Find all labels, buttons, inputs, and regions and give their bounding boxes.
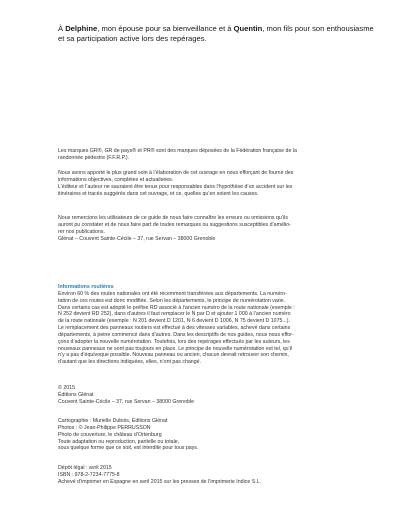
dedication-rest: , mon fils pour son enthousiasme et sa participation active lors des repérages. [58, 24, 374, 44]
printing-notice: Achevé d’imprimer en Espagne en avril 2015 sur les presses de l’imprimerie Indice S.L. [58, 478, 262, 485]
publisher-address: Glénat – Couvent Sainte-Cécile – 37, rue Servan – 38000 Grenoble [58, 235, 216, 242]
liability-notice [58, 170, 376, 197]
road-information-line: nouveaux panneaux ne sont pas toujours en place. Le principe de nouvelle numérotation est tel, qu’il [58, 345, 293, 352]
thanks-notice [58, 215, 376, 242]
road-information-line: tation de ces routes est donc modifiée. Selon les départements, le principe de numérotation varie. [58, 297, 286, 304]
liability-line: Nous avons apporté le plus grand soin à l’élaboration de cet ouvrage en nous efforçant de fournir des [58, 170, 294, 176]
road-information-line: N 252 devient RD 252), dans d’autres il faut remplacer le N par D et ajouter 1 000 à l’ancien numéro [58, 311, 291, 318]
road-information-line: de la route nationale (exemple : N 201 devient D 1201, N 6 devient D 1006, N 75 devient D 1075...). [58, 318, 291, 325]
trademark-line: randonnée pédestre (F.F.R.P.). [58, 154, 130, 161]
road-information-line: Environ 60 % des routes nationales ont été récemment transférées aux départements. La numéro- [58, 290, 287, 297]
road-information-line: d’autant que les directions indiquées, elles, n’ont pas changé. [58, 359, 202, 366]
reproduction-notice: sous quelque forme que ce soit, est interdite pour tous pays. [58, 445, 199, 452]
dedication-name-quentin: Quentin [233, 24, 263, 33]
road-information-line: çons d’adopter la nouvelle numérotation. Toutefois, lors des repérages effectués par les auteurs, les [58, 338, 290, 345]
trademark-notice [58, 148, 376, 162]
liability-line: informations objectives, complètes et actualisées. [58, 176, 174, 183]
credit-photos: Photos : © Jean-Philippe PERRUSSON [58, 424, 151, 431]
thanks-line: rer nos publications. [58, 228, 105, 235]
road-information-title: Informations routières [58, 284, 114, 290]
thanks-line: Nous remercions les utilisateurs de ce guide de nous faire connaître les erreurs ou omissions qu’ils [58, 215, 288, 221]
liability-line: L’éditeur et l’auteur ne sauraient être tenus pour responsables dans l’hypothèse d’un accident sur les [58, 183, 293, 190]
road-information [58, 284, 376, 366]
legal-deposit: Dépôt légal : avril 2015 [58, 465, 112, 471]
copyright-publisher: Éditions Glénat [58, 391, 94, 398]
isbn: ISBN : 978-2-7234-7775-8 [58, 471, 120, 478]
dedication-intro: À [58, 24, 66, 33]
dedication-name-delphine: Delphine [65, 24, 98, 33]
copyright-address: Couvent Sainte-Cécile – 37, rue Servan – 38000 Grenoble [58, 398, 195, 405]
thanks-line: auront pu constater et de nous faire part de toutes remarques ou suggestions susceptibles d’amélio- [58, 221, 291, 228]
road-information-line: n’y a pas d’équivoque possible. Nouveau panneau ou ancien, chacun devrait retrouver son chemin, [58, 352, 289, 359]
dedication-mid: , mon épouse pour sa bienveillance et à [97, 24, 234, 33]
credit-cartography: Cartographie : Murielle Dubois, Éditions Glénat [58, 418, 168, 424]
copyright-block [58, 385, 376, 406]
dedication [58, 24, 378, 44]
reproduction-notice: Toute adaptation ou reproduction, partielle ou totale, [58, 438, 180, 445]
copyright-year: © 2015 [58, 385, 76, 391]
trademark-line: Les marques GR®, GR de pays® et PR® sont des marques déposées de la Fédération française de la [58, 148, 297, 154]
credits-block [58, 418, 376, 452]
road-information-line: Dans certains cas est adopté le préfixe RD associé à l’ancien numéro de la route nationale (exemple : [58, 304, 295, 311]
road-information-line: départements, à peine commencé dans d’autres. Dans les descriptifs de nos guides, nous nous effor- [58, 331, 294, 338]
road-information-line: Le remplacement des panneaux routiers est effectué à des vitesses variables, achevé dans certains [58, 325, 291, 332]
legal-block [58, 465, 376, 486]
credit-cover-photo: Photo de couverture, le château d’Ortenburg [58, 431, 162, 438]
liability-line: itinéraires et tracés suggérés dans cet ouvrage, et ce, quelles qu’en soient les causes. [58, 190, 259, 197]
